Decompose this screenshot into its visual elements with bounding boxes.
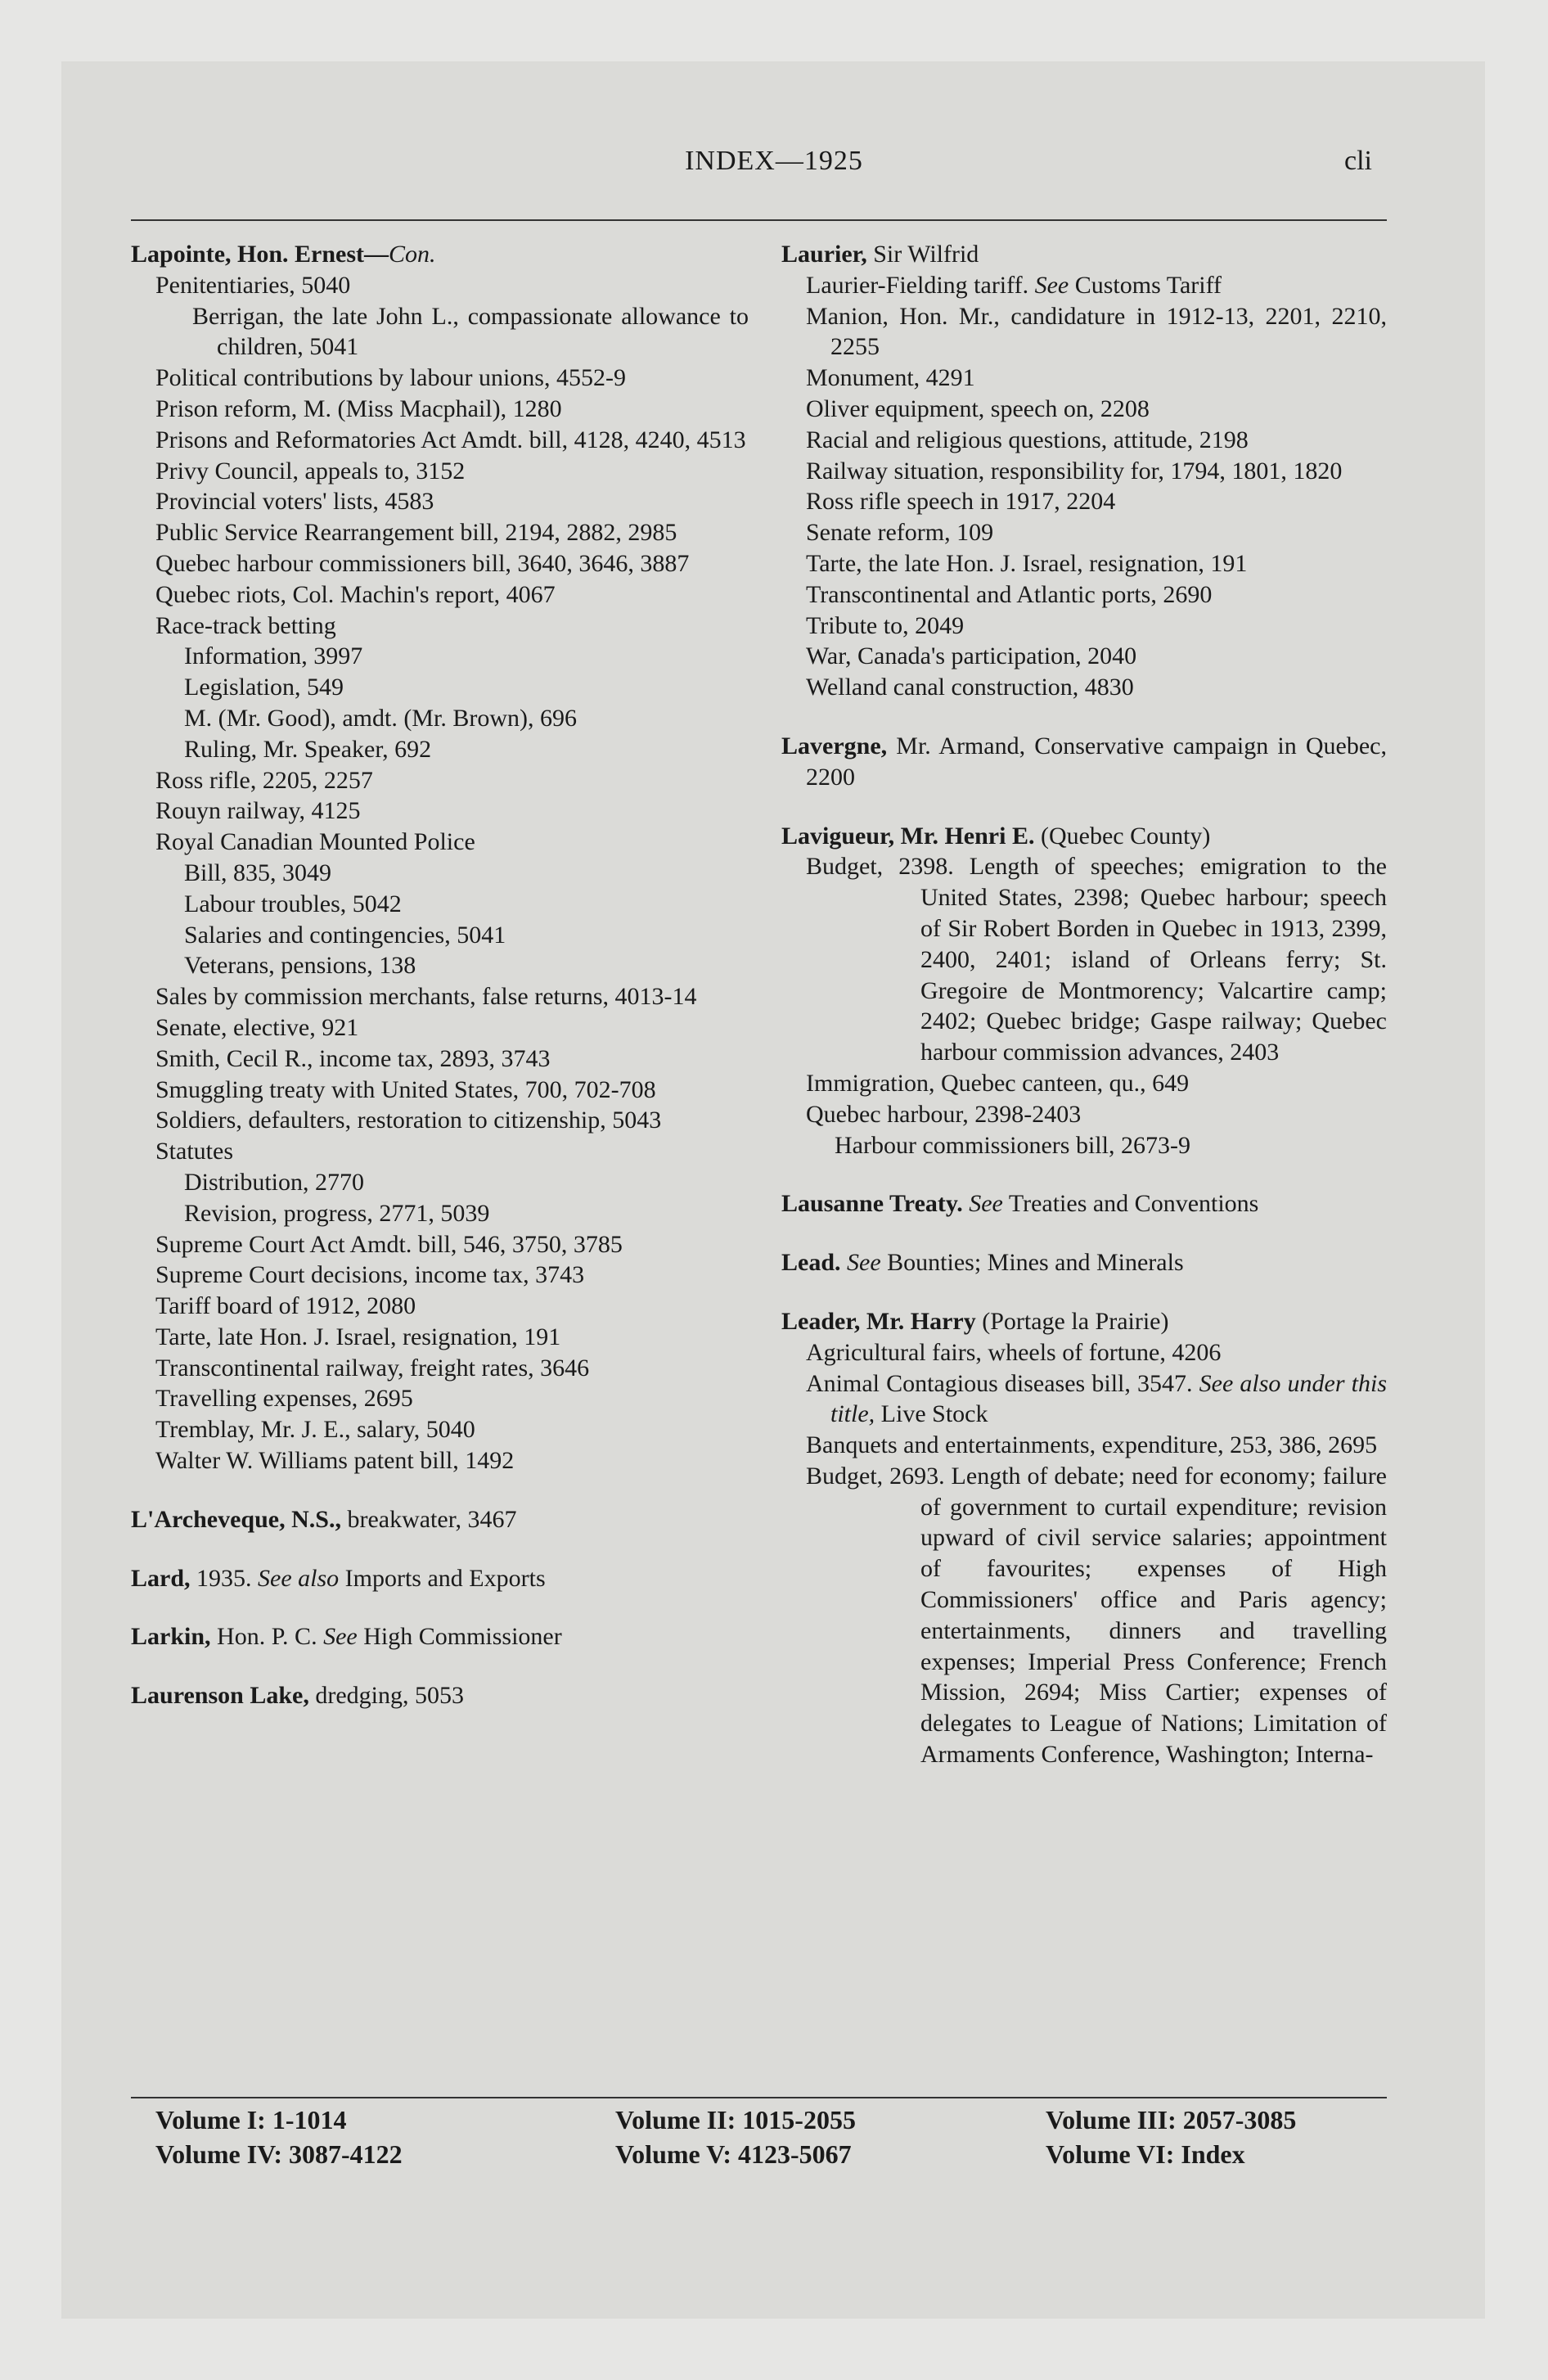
heading-name: Lapointe, Hon. Ernest— (131, 241, 389, 268)
index-entry: Railway situation, responsibility for, 1794, 1801, 1820 (806, 457, 1343, 485)
index-heading-larkin (131, 1621, 749, 1652)
index-entry: Agricultural fairs, wheels of fortune, 4206 (806, 1338, 1222, 1366)
entry-text: Animal Contagious diseases bill, 3547. (806, 1369, 1199, 1397)
index-entry: Political contributions by labour unions, 4552-9 (155, 364, 626, 392)
index-entry: Quebec riots, Col. Machin's report, 4067 (155, 580, 556, 608)
index-entry: Tremblay, Mr. J. E., salary, 5040 (155, 1416, 475, 1444)
index-entry: Oliver equipment, speech on, 2208 (806, 394, 1150, 422)
index-subentry: Bill, 835, 3049 (184, 859, 332, 886)
index-entry: Walter W. Williams patent bill, 1492 (155, 1447, 515, 1475)
see-also: See (847, 1249, 881, 1277)
volume-range: Volume III: 2057-3085 (1046, 2105, 1297, 2134)
spacer (131, 1535, 749, 1563)
index-entry: Provincial voters' lists, 4583 (155, 488, 434, 516)
see-reference: Treaties and Conventions (1002, 1190, 1259, 1218)
index-entry-budget: Budget, 2398. Length of speeches; emigration to the United States, 2398; Quebec harbour; speech of Sir Robert Borden in Quebec in 1913, 2399, 2400, 2401; island of Orleans ferry; St. Gregoire de Montmorency; Valcartire camp; 2402; Quebec bridge; Gaspe railway; Quebec harbour commission advances, 2403 (806, 853, 1387, 1066)
volume-range: Volume I: 1-1014 (155, 2105, 347, 2134)
index-entry: Senate reform, 109 (806, 519, 994, 547)
index-entry: Ross rifle speech in 1917, 2204 (806, 488, 1116, 516)
index-entry: Monument, 4291 (806, 364, 975, 392)
index-entry: Manion, Hon. Mr., candidature in 1912-13, 2201, 2210, 2255 (806, 302, 1387, 361)
heading-name: Laurenson Lake, (131, 1682, 309, 1710)
index-entry: Prison reform, M. (Miss Macphail), 1280 (155, 394, 562, 422)
index-heading-larcheveque (131, 1504, 749, 1535)
index-entry: Tarte, the late Hon. J. Israel, resignation, 191 (806, 549, 1248, 577)
spacer (781, 793, 1387, 821)
index-heading-lavergne (781, 731, 1387, 793)
index-subentry: Distribution, 2770 (184, 1168, 365, 1196)
see-also: See (1034, 271, 1069, 299)
index-heading-lapointe (131, 239, 749, 270)
heading-name: L'Archeveque, N.S., (131, 1505, 341, 1533)
index-entry: Welland canal construction, 4830 (806, 674, 1134, 701)
index-subentry: Harbour commissioners bill, 2673-9 (835, 1131, 1190, 1159)
heading-text: 1935. (190, 1564, 259, 1592)
index-entry: War, Canada's participation, 2040 (806, 642, 1137, 670)
index-entry: Transcontinental railway, freight rates, 3646 (155, 1354, 590, 1382)
running-head-title: INDEX—1925 (685, 146, 863, 176)
index-subentry: Ruling, Mr. Speaker, 692 (184, 735, 432, 763)
index-entry: Privy Council, appeals to, 3152 (155, 457, 466, 485)
index-subentry: M. (Mr. Good), amdt. (Mr. Brown), 696 (184, 704, 577, 732)
index-entry: Banquets and entertainments, expenditure, 253, 386, 2695 (806, 1431, 1378, 1459)
index-entry: Smith, Cecil R., income tax, 2893, 3743 (155, 1044, 551, 1072)
heading-name: Lavergne, (781, 732, 888, 760)
index-entry: Statutes (155, 1138, 233, 1165)
header-rule (131, 219, 1387, 221)
index-entry: Race-track betting (155, 611, 336, 639)
spacer (781, 1219, 1387, 1247)
index-entry: Immigration, Quebec canteen, qu., 649 (806, 1069, 1190, 1097)
page-number: cli (1344, 146, 1372, 176)
index-subentry: Legislation, 549 (184, 674, 344, 701)
volume-range: Volume II: 1015-2055 (615, 2105, 856, 2134)
index-entry: Quebec harbour commissioners bill, 3640, 3646, 3887 (155, 549, 690, 577)
index-entry: Prisons and Reformatories Act Amdt. bill, 4128, 4240, 4513 (155, 426, 746, 453)
see-reference: High Commissioner (357, 1623, 562, 1651)
footer-rule (131, 2097, 1387, 2098)
see-reference: Customs Tariff (1069, 271, 1222, 299)
index-heading-lavigueur (781, 821, 1387, 852)
index-entry: Tribute to, 2049 (806, 611, 965, 639)
index-subentry: Berrigan, the late John L., compassionate allowance to children, 5041 (192, 302, 749, 361)
volume-range: Volume VI: Index (1046, 2139, 1245, 2169)
see-also: See also (258, 1564, 340, 1592)
index-entry: Transcontinental and Atlantic ports, 2690 (806, 580, 1213, 608)
heading-text: Sir Wilfrid (866, 241, 979, 268)
see-reference: Live Stock (875, 1400, 988, 1428)
running-head (0, 139, 1548, 188)
index-entry: Rouyn railway, 4125 (155, 797, 361, 825)
spacer (131, 1593, 749, 1621)
heading-text: Hon. P. C. (210, 1623, 324, 1651)
heading-name: Lausanne Treaty. (781, 1190, 963, 1218)
spacer (131, 1476, 749, 1504)
see-also: See also under this title, (830, 1369, 1387, 1428)
heading-name: Leader, Mr. Harry (781, 1307, 976, 1335)
index-heading-lead (781, 1247, 1387, 1278)
index-entry: Sales by commission merchants, false returns, 4013-14 (155, 983, 697, 1011)
spacer (131, 1652, 749, 1680)
index-subentry: Salaries and contingencies, 5041 (184, 921, 506, 949)
index-subentry: Revision, progress, 2771, 5039 (184, 1199, 490, 1227)
volume-range: Volume V: 4123-5067 (615, 2139, 852, 2169)
heading-text: (Portage la Prairie) (975, 1307, 1169, 1335)
spacer (781, 1278, 1387, 1306)
index-subentry: Labour troubles, 5042 (184, 890, 402, 917)
spacer (781, 703, 1387, 731)
see-reference: Imports and Exports (339, 1564, 546, 1592)
index-entry: Supreme Court Act Amdt. bill, 546, 3750, 3785 (155, 1230, 623, 1258)
index-entry: Public Service Rearrangement bill, 2194, 2882, 2985 (155, 519, 677, 547)
index-entry: Senate, elective, 921 (155, 1013, 359, 1041)
volume-range: Volume IV: 3087-4122 (155, 2139, 403, 2169)
index-entry: Tariff board of 1912, 2080 (155, 1292, 416, 1320)
heading-name: Lead. (781, 1249, 841, 1277)
heading-text: (Quebec County) (1034, 822, 1211, 850)
heading-text: breakwater, 3467 (340, 1505, 517, 1533)
index-entry: Penitentiaries, 5040 (155, 271, 351, 299)
index-subentry: Information, 3997 (184, 642, 363, 670)
see-reference: Bounties; Mines and Minerals (880, 1249, 1184, 1277)
index-heading-laurenson (131, 1680, 749, 1711)
see-also: See (323, 1623, 358, 1651)
index-entry: Quebec harbour, 2398-2403 (806, 1100, 1082, 1128)
index-entry: Racial and religious questions, attitude, 2198 (806, 426, 1249, 453)
heading-text: dredging, 5053 (308, 1682, 464, 1710)
heading-text: Mr. Armand, Conservative campaign in Quebec, 2200 (806, 732, 1387, 791)
index-entry (781, 270, 1387, 301)
index-entry: Smuggling treaty with United States, 700, 702-708 (155, 1075, 656, 1103)
index-entry: Supreme Court decisions, income tax, 3743 (155, 1261, 585, 1289)
heading-name: Larkin, (131, 1623, 211, 1651)
index-heading-lard (131, 1563, 749, 1594)
heading-name: Lavigueur, Mr. Henri E. (781, 822, 1035, 850)
entry-text: Laurier-Fielding tariff. (806, 271, 1035, 299)
index-heading-laurier (781, 239, 1387, 270)
see-also: See (969, 1190, 1003, 1218)
index-subentry: Veterans, pensions, 138 (184, 952, 416, 980)
index-heading-lausanne (781, 1188, 1387, 1219)
index-entry: Royal Canadian Mounted Police (155, 828, 475, 856)
index-entry (781, 1368, 1387, 1431)
index-entry: Soldiers, defaulters, restoration to citizenship, 5043 (155, 1107, 662, 1134)
index-heading-leader (781, 1306, 1387, 1337)
heading-name: Laurier, (781, 241, 867, 268)
heading-name: Lard, (131, 1564, 191, 1592)
heading-suffix: Con. (389, 241, 436, 268)
left-column (131, 239, 749, 1711)
spacer (781, 1161, 1387, 1188)
index-entry: Ross rifle, 2205, 2257 (155, 766, 373, 794)
index-entry-budget: Budget, 2693. Length of debate; need for economy; failure of government to curtail expenditure; revision upward of civil service salaries; appointment of favourites; expenses of High Commissioners' office and Paris agency; entertainments, dinners and travelling expenses; Imperial Press Conference; French Mission, 2694; Miss Cartier; expenses of delegates to League of Nations; Limitation of Armaments Conference, Washington; Interna- (806, 1462, 1387, 1769)
index-entry: Travelling expenses, 2695 (155, 1385, 413, 1413)
right-column (781, 239, 1387, 1770)
index-entry: Tarte, late Hon. J. Israel, resignation, 191 (155, 1323, 561, 1350)
